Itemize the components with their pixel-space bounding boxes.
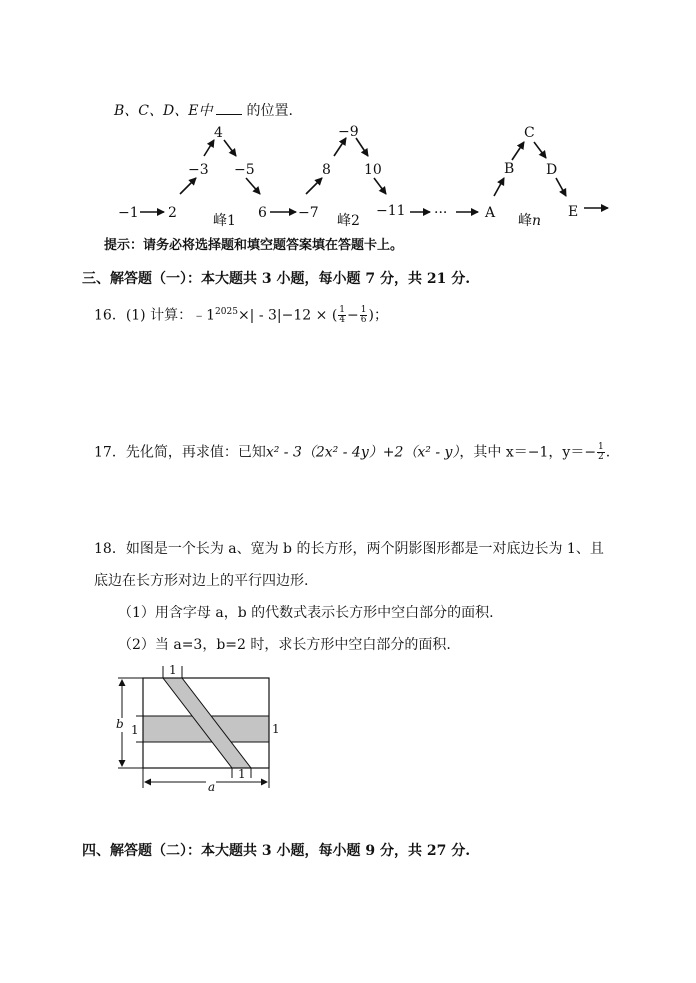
num-neg-5: −5 xyxy=(234,162,255,178)
label-top-1: 1 xyxy=(169,663,177,677)
arrow-line xyxy=(356,138,368,156)
rectangle-figure xyxy=(106,660,292,794)
q17-tail: . xyxy=(605,444,611,461)
label-a: a xyxy=(208,780,216,794)
section-4-heading: 四、解答题（二）：本大题共 3 小题，每小题 9 分，共 27 分. xyxy=(82,843,471,859)
num-4: 4 xyxy=(214,125,223,141)
section-3-heading: 三、解答题（一）：本大题共 3 小题，每小题 7 分，共 21 分. xyxy=(82,271,471,287)
arrow-line xyxy=(334,138,346,156)
arrow-line xyxy=(512,142,524,160)
arrow-line xyxy=(534,142,546,158)
arrow-line xyxy=(306,178,322,194)
arrow-line xyxy=(374,178,386,194)
arrow-line xyxy=(246,178,260,194)
num-neg-9: −9 xyxy=(338,124,359,140)
peak-2-label: 峰2 xyxy=(337,213,360,229)
arrow-line xyxy=(180,178,196,194)
q18-sub-2: （2）当 a=3，b=2 时，求长方形中空白部分的面积. xyxy=(118,637,451,653)
peak-1-label: 峰1 xyxy=(213,213,236,229)
q16-exponent: 2025 xyxy=(215,306,238,317)
label-left-1: 1 xyxy=(131,723,139,737)
num-6: 6 xyxy=(258,205,267,221)
q15-prefix: B、C、D、E中 xyxy=(114,103,213,119)
label-right-1: 1 xyxy=(272,722,280,736)
letter-d: D xyxy=(546,162,558,178)
q18-line-1: 18．如图是一个长为 a、宽为 b 的长方形，两个阴影图形都是一对底边长为 1、且 xyxy=(94,541,604,557)
peak-n-char: 峰 xyxy=(518,213,532,229)
letter-c: C xyxy=(524,125,535,141)
label-bottom-1: 1 xyxy=(238,767,246,781)
answer-blank xyxy=(216,102,242,115)
q15-tail-line xyxy=(114,102,293,120)
q16-minus-one: ﹣1 xyxy=(192,307,216,324)
letter-e: E xyxy=(568,204,579,220)
peak-n-label xyxy=(518,213,541,229)
q17-expression: x² - 3（2x² - 4y）+2（x² - y） xyxy=(265,444,460,461)
answer-sheet-notice: 提示：请务必将选择题和填空题答案填在答题卡上。 xyxy=(104,238,404,253)
letter-a: A xyxy=(485,205,496,221)
q17-lead: 17．先化简，再求值：已知 xyxy=(94,444,266,461)
num-8: 8 xyxy=(322,162,331,178)
q16-mid: − xyxy=(347,307,359,324)
q16-rest: ×| - 3|−12 × ( xyxy=(237,307,338,324)
q16-tail: )； xyxy=(368,307,388,324)
num-neg-7: −7 xyxy=(298,205,319,221)
arrow-line xyxy=(204,140,214,156)
arrow-line xyxy=(556,178,566,196)
q16-lead: 16．(1) 计算： xyxy=(94,307,193,324)
q18-sub-1: （1）用含字母 a，b 的代数式表示长方形中空白部分的面积. xyxy=(118,605,494,621)
q18-line-2: 底边在长方形对边上的平行四边形. xyxy=(94,573,309,589)
label-b: b xyxy=(116,717,124,731)
num-10: 10 xyxy=(364,162,382,178)
arrow-line xyxy=(224,140,236,156)
fraction-one-sixth: $\frac{1}{6}$ xyxy=(360,305,367,325)
q15-suffix: 的位置. xyxy=(246,103,293,119)
question-17 xyxy=(94,443,610,462)
num-neg-1: −1 xyxy=(118,205,139,221)
q17-condition: ，其中 x＝−1，y＝− xyxy=(459,444,597,461)
arrow-line xyxy=(494,178,504,196)
num-neg-3: −3 xyxy=(188,162,209,178)
letter-b: B xyxy=(504,161,515,177)
num-neg-11: −11 xyxy=(376,203,406,219)
fraction-one-half: $\frac{1}{2}$ xyxy=(598,442,604,462)
ellipsis: ··· xyxy=(434,205,448,221)
peaks-diagram xyxy=(110,122,620,234)
num-2: 2 xyxy=(168,205,177,221)
fraction-one-fourth: $\frac{1}{4}$ xyxy=(339,305,346,325)
peak-n-var: n xyxy=(532,213,542,229)
question-16 xyxy=(94,306,388,325)
